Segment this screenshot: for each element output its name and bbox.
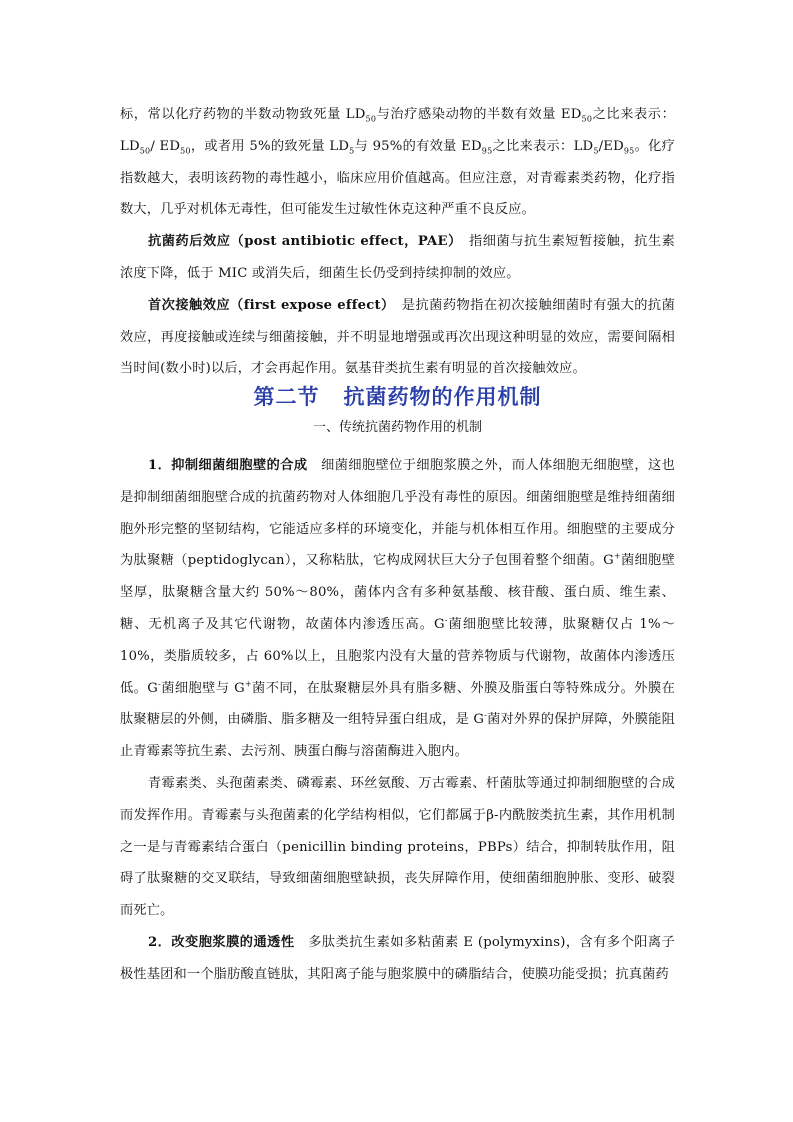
mechanism-cell-wall-heading: 1．抑制细菌细胞壁的合成 — [148, 458, 308, 473]
mechanism-membrane-heading: 2．改变胞浆膜的通透性 — [148, 934, 295, 950]
penicillin-paragraph: 青霉素类、头孢菌素类、磷霉素、环丝氨酸、万古霉素、杆菌肽等通过抑制细胞壁的合成而发挥作用。青霉素与头孢菌素的化学结构相似，它们都属于β-内酰胺类抗生素，其作用机制之一是与青霉素结合蛋白（penicillin binding proteins，PBPs）结合，抑制转肽作用，阻碍了肽聚糖的交叉联结，导致细菌细胞壁缺损，丧失屏障作用，使细菌细胞肿胀、变形、破裂而死亡。 — [120, 775, 675, 919]
pae-paragraph: 抗菌药后效应（post antibiotic effect，PAE） 指细菌与抗生素短暂接触，抗生素浓度下降，低于 MIC 或消失后，细菌生长仍受到持续抑制的效应。 — [120, 234, 676, 281]
mechanism-membrane-paragraph: 2．改变胞浆膜的通透性 多肽类抗生素如多粘菌素 E (polymyxins)，含有多个阳离子极性基团和一个脂肪酸直链肽，其阳离子能与胞浆膜中的磷脂结合，使膜功能受损；抗真菌药 — [120, 934, 676, 982]
text-block-top — [120, 99, 675, 385]
section-heading-block — [120, 381, 675, 443]
therapeutic-index-paragraph: 标，常以化疗药物的半数动物致死量 $LD_{50}$与治疗感染动物的半数有效量 $ED_{50}$之比来表示：$LD_{50}/$ $ED_{50}$，或者用 5%的致死量 $LD_5$与 95%的有效量 $ED_{95}$之比来表示：$LD_5/ED_{95}$。化疗指数越大，表明该药物的毒性越小，临床应用价值越高。但应注意，对青霉素类药物，化疗指数大，几乎对机体无毒性，但可能发生过敏性休克这种严重不良反应。 — [120, 107, 676, 218]
pae-term: 抗菌药后效应（post antibiotic effect，PAE） — [148, 234, 456, 250]
section-subtitle: 一、传统抗菌药物作用的机制 — [312, 420, 482, 435]
text-block-body — [120, 450, 675, 991]
first-expose-paragraph: 首次接触效应（first expose effect） 是抗菌药物指在初次接触细菌时有强大的抗菌效应，再度接触或连续与细菌接触，并不明显地增强或再次出现这种明显的效应，需要间隔相当时间(数小时)以后，才会再起作用。氨基苷类抗生素有明显的首次接触效应。 — [120, 297, 675, 377]
section-title: 第二节 抗菌药物的作用机制 — [253, 385, 542, 409]
mechanism-cell-wall-paragraph: 1．抑制细菌细胞壁的合成 细菌细胞壁位于细胞浆膜之外，而人体细胞无细胞壁，这也是抑制细菌细胞壁合成的抗菌药物对人体细胞几乎没有毒性的原因。细菌细胞壁是维持细菌细胞外形完整的坚韧结构，它能适应多样的环境变化，并能与机体相互作用。细胞壁的主要成分为肽聚糖（peptidoglycan），又称粘肽，它构成网状巨大分子包围着整个细菌。G+菌细胞壁坚厚，肽聚糖含量大约 50%～80%，菌体内含有多种氨基酸、核苷酸、蛋白质、维生素、糖、无机离子及其它代谢物，故菌体内渗透压高。G-菌细胞壁比较薄，肽聚糖仅占 1%～10%，类脂质较多，占 60%以上，且胞浆内没有大量的营养物质与代谢物，故菌体内渗透压低。G-菌细胞壁与 G+菌不同，在肽聚糖层外具有脂多糖、外膜及脂蛋白等特殊成分。外膜在肽聚糖层的外侧，由磷脂、脂多糖及一组特异蛋白组成，是 G-菌对外界的保护屏障，外膜能阻止青霉素等抗生素、去污剂、胰蛋白酶与溶菌酶进入胞内。 — [120, 458, 675, 760]
first-expose-term: 首次接触效应（first expose effect） — [148, 297, 389, 313]
